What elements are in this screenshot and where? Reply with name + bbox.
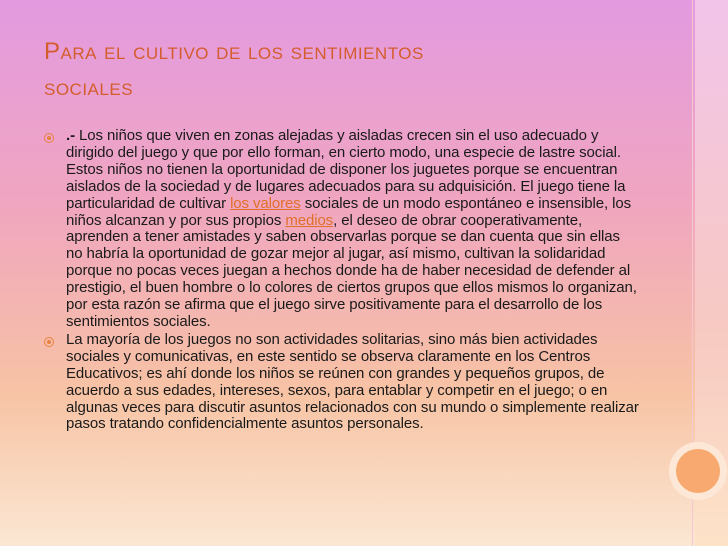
bullet-icon xyxy=(44,337,54,347)
bullet-text-2: La mayoría de los juegos no son actividades solitarias, sino más bien actividades sociales y comunicativas, en este sentido se observa claramente en los Centros Educativos; es ahí donde los niños se reúnen con grandes y pequeños grupos, de acuerdo a sus edades, intereses, sexos, para entablar y competir en el juego; o en algunas veces para discutir asuntos relacionados con su mundo o simplemente realizar pasos tratando confidencialmente asuntos personales. xyxy=(66,330,639,433)
bullet-item-1 xyxy=(44,128,639,331)
decorative-circle xyxy=(676,449,720,493)
slide-title-line2: sociales xyxy=(44,74,134,101)
link-medios[interactable]: medios xyxy=(285,211,334,229)
slide-title-line1: Para el cultivo de los sentimientos xyxy=(44,38,424,65)
bullet-item-2 xyxy=(44,332,639,433)
link-los-valores[interactable]: los valores xyxy=(230,194,301,212)
bullet-text-1 xyxy=(66,128,639,331)
bullet1-part2: sociales de un modo espontáneo e insensible, los niños alcanzan y por sus propios xyxy=(66,194,631,229)
bullet1-part3: , el deseo de obrar cooperativamente, aprenden a tener amistades y saben observarlas porque se dan cuenta que sin ellas no habría la oportunidad de gozar mejor al jugar, así mismo, cultivan la solidaridad porque no pocas veces juegan a hechos donde ha de haber necesidad de defender al prestigio, el buen hombre o lo colores de ciertos grupos que ellos mismos lo organizan, por esta razón se afirma que el juego sirve positivamente para el desarrollo de los sentimientos sociales. xyxy=(66,211,637,330)
slide-title xyxy=(44,34,644,106)
bullet-list xyxy=(44,128,639,434)
bullet-icon xyxy=(44,133,54,143)
bullet-lead: .- xyxy=(66,127,75,144)
bullet1-part1: Los niños que viven en zonas alejadas y aisladas crecen sin el uso adecuado y dirigido del juego y que por ello forman, en cierto modo, una especie de lastre social. Estos niños no tienen la oportunidad de disponer los juguetes porque se encuentran aislados de la sociedad y de lugares adecuados para su adquisición. El juego tiene la particularidad de cultivar xyxy=(66,127,626,212)
